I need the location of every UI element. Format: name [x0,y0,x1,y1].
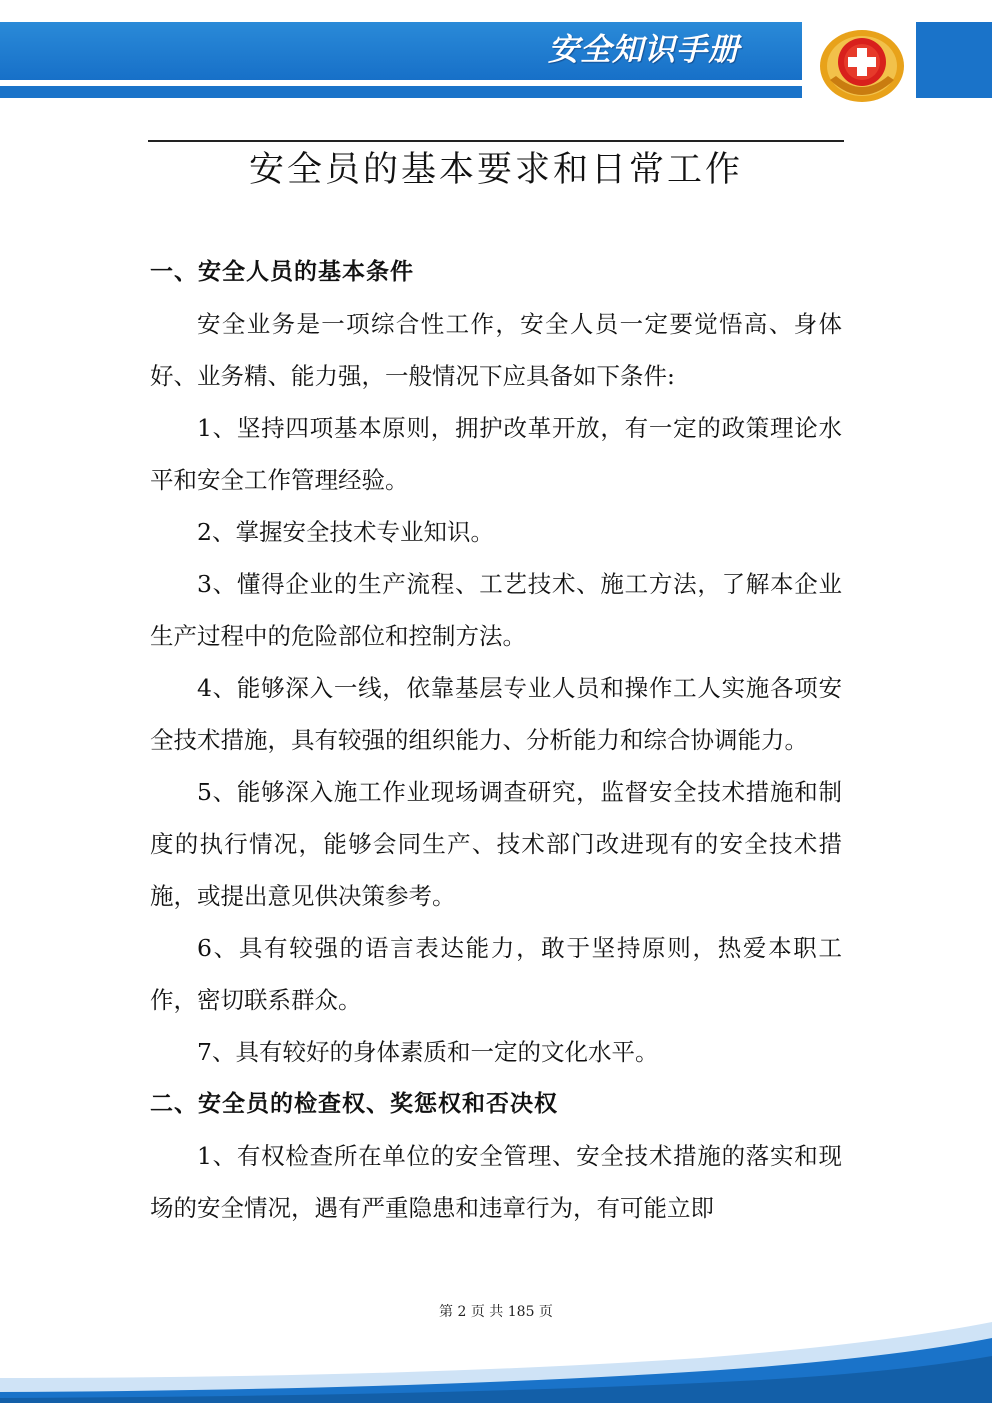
body-paragraph: 7、具有较好的身体素质和一定的文化水平。 [197,1038,659,1066]
body-paragraph: 3、懂得企业的生产流程、工艺技术、施工方法，了解本企业生产过程中的危险部位和控制方法。 [150,570,842,650]
document-body [150,246,842,1234]
body-paragraph: 6、具有较强的语言表达能力，敢于坚持原则，热爱本职工作，密切联系群众。 [150,934,842,1014]
body-paragraph: 4、能够深入一线，依靠基层专业人员和操作工人实施各项安全技术措施，具有较强的组织能力、分析能力和综合协调能力。 [150,674,842,754]
section-heading: 一、安全人员的基本条件 [150,259,414,285]
body-paragraph: 1、有权检查所在单位的安全管理、安全技术措施的落实和现场的安全情况，遇有严重隐患和违章行为，有可能立即 [150,1142,842,1222]
body-paragraph: 1、坚持四项基本原则，拥护改革开放，有一定的政策理论水平和安全工作管理经验。 [150,414,842,494]
manual-title: 安全知识手册 [548,32,740,68]
document-title: 安全员的基本要求和日常工作 [248,150,743,190]
safety-cross-emblem-icon [816,24,908,104]
footer-wave [0,1318,992,1403]
body-paragraph: 2、掌握安全技术专业知识。 [197,518,494,546]
header-right-block [916,22,992,98]
body-paragraph: 安全业务是一项综合性工作，安全人员一定要觉悟高、身体好、业务精、能力强，一般情况下应具备如下条件: [150,310,842,390]
header-stripe [0,86,802,98]
page-number: 第 2 页 共 185 页 [439,1304,553,1320]
section-heading: 二、安全员的检查权、奖惩权和否决权 [150,1091,558,1117]
body-paragraph: 5、能够深入施工作业现场调查研究，监督安全技术措施和制度的执行情况，能够会同生产、技术部门改进现有的安全技术措施，或提出意见供决策参考。 [150,778,842,910]
